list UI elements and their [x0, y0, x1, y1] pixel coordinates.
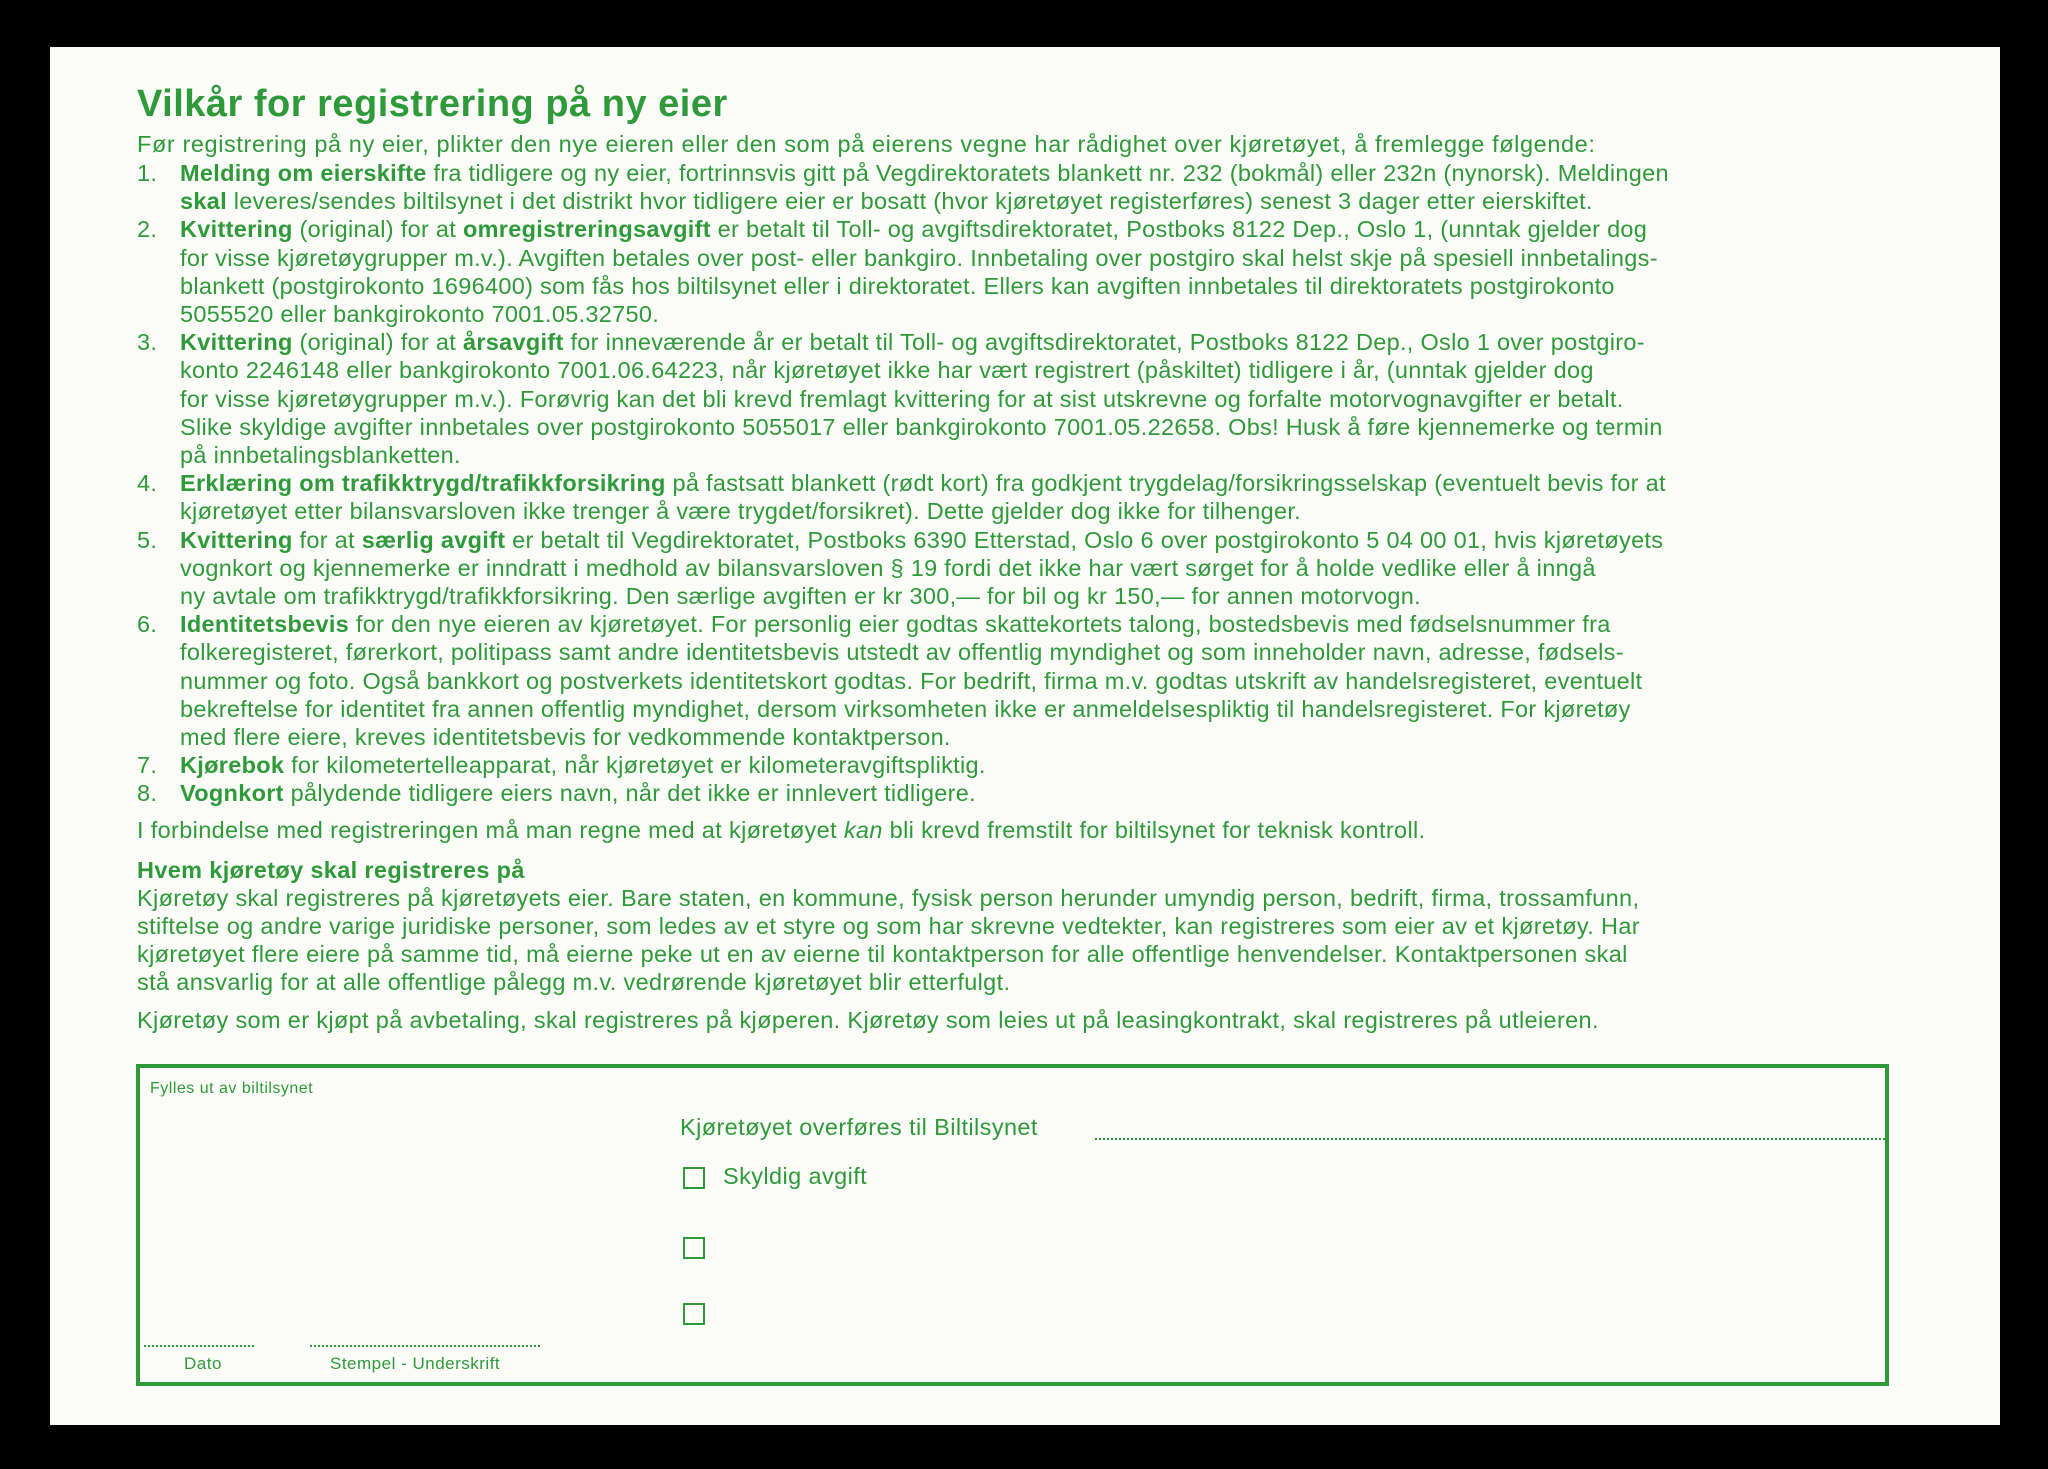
requirement-line: Melding om eierskifte fra tidligere og ny eier, fortrinnsvis gitt på Vegdirektoratets blankett nr. 232 (bokmål) eller 232n (nynorsk). Meldingen	[180, 160, 1669, 186]
form-intro: Før registrering på ny eier, plikter den nye eieren eller den som på eierens vegne har rådighet over kjøretøyet, å fremlegge følgende:	[137, 131, 1596, 157]
who-line: Kjøretøy skal registreres på kjøretøyets eier. Bare staten, en kommune, fysisk person herunder umyndig person, bedrift, firma, trossamfunn,	[137, 884, 1640, 911]
requirement-item	[137, 751, 1894, 779]
requirement-line: bekreftelse for identitet fra annen offentlig myndighet, dersom virksomheten ikke er anmeldelsespliktig til handelsregisteret. For kjøretøy	[180, 695, 1631, 722]
requirement-number: 1.	[137, 160, 158, 186]
requirement-line: Kvittering (original) for at omregistreringsavgift er betalt til Toll- og avgiftsdirektoratet, Postboks 8122 Dep., Oslo 1, (unntak gjelder dog	[180, 216, 1648, 243]
requirement-line: Kvittering for at særlig avgift er betalt til Vegdirektoratet, Postboks 6390 Etterstad, Oslo 6 over postgirokonto 5 04 00 01, hvis kjøretøyets	[180, 526, 1664, 553]
checkbox-blank-2[interactable]	[683, 1303, 705, 1325]
requirement-line: på innbetalingsblanketten.	[180, 442, 461, 469]
requirement-number: 2.	[137, 216, 158, 243]
office-use-title: Fylles ut av biltilsynet	[150, 1080, 314, 1097]
requirement-line: nummer og foto. Også bankkort og postverkets identitetskort godtas. For bedrift, firma m.v. godtas utskrift av handelsregisteret, eventuelt	[180, 667, 1643, 694]
date-label: Dato	[184, 1354, 222, 1373]
requirement-line: ny avtale om trafikktrygd/trafikkforsikring. Den særlige avgiften er kr 300,— for bil og kr 150,— for annen motorvogn.	[180, 583, 1421, 610]
requirement-line: Kvittering (original) for at årsavgift for inneværende år er betalt til Toll- og avgiftsdirektoratet, Postboks 8122 Dep., Oslo 1 over postgiro-	[180, 329, 1645, 356]
requirement-line: blankett (postgirokonto 1696400) som fås hos biltilsynet eller i direktoratet. Ellers kan avgiften innbetales til direktoratets postgirokonto	[180, 272, 1615, 299]
requirement-line: konto 2246148 eller bankgirokonto 7001.06.64223, når kjøretøyet ikke har vært registrert (påskiltet) tidligere i år, (unntak gjelder dog	[180, 357, 1594, 384]
requirement-item	[137, 610, 1894, 751]
requirement-number: 6.	[137, 611, 158, 638]
requirement-item	[137, 215, 1894, 328]
requirement-line: Identitetsbevis for den nye eieren av kjøretøyet. For personlig eier godtas skattekortets talong, bostedsbevis med fødselsnummer fra	[180, 611, 1611, 638]
requirement-line: skal leveres/sendes biltilsynet i det distrikt hvor tidligere eier er bosatt (hvor kjøretøyet registerføres) senest 3 dager etter eierskiftet.	[180, 188, 1593, 215]
requirement-line: Vognkort pålydende tidligere eiers navn, når det ikke er innlevert tidligere.	[180, 780, 976, 807]
requirement-number: 5.	[137, 526, 158, 553]
date-field[interactable]	[144, 1345, 254, 1347]
requirement-line: med flere eiere, kreves identitetsbevis for vedkommende kontaktperson.	[180, 724, 951, 751]
requirement-line: for visse kjøretøygrupper m.v.). Forøvrig kan det bli krevd fremlagt kvittering for at sist utskrevne og forfalte motorvognavgifter er betalt.	[180, 385, 1624, 412]
form-content	[137, 82, 1894, 1034]
requirement-number: 8.	[137, 780, 158, 807]
requirement-number: 4.	[137, 470, 158, 497]
requirement-line: kjøretøyet etter bilansvarsloven ikke trenger å være trygdet/forsikret). Dette gjelder dog ikke for tilhenger.	[180, 498, 1301, 525]
stamp-label: Stempel - Underskrift	[330, 1354, 501, 1373]
requirement-line: 5055520 eller bankgirokonto 7001.05.32750.	[180, 301, 660, 328]
form-title: Vilkår for registrering på ny eier	[137, 83, 728, 125]
requirement-item	[137, 779, 1894, 807]
checkbox-skyldig-avgift[interactable]	[683, 1167, 705, 1189]
requirement-item	[137, 526, 1894, 611]
requirement-item	[137, 159, 1894, 215]
requirement-line: vognkort og kjennemerke er inndratt i medhold av bilansvarsloven § 19 fordi det ikke har vært sørget for å holde vedlike eller å inngå	[180, 554, 1596, 581]
requirement-line: folkeregisteret, førerkort, politipass samt andre identitetsbevis utstedt av offentlig myndighet og som inneholder navn, adresse, fødsels-	[180, 639, 1624, 666]
requirement-line: Slike skyldige avgifter innbetales over postgirokonto 5055017 eller bankgirokonto 7001.05.22658. Obs! Husk å føre kjennemerke og termin	[180, 413, 1663, 440]
requirement-item	[137, 469, 1894, 525]
requirement-line: Erklæring om trafikktrygd/trafikkforsikring på fastsatt blankett (rødt kort) fra godkjent trygdelag/forsikringsselskap (eventuelt bevis for at	[180, 470, 1666, 497]
checkbox-skyldig-avgift-label: Skyldig avgift	[723, 1163, 868, 1189]
requirement-line: for visse kjøretøygrupper m.v.). Avgiften betales over post- eller bankgiro. Innbetaling over postgiro skal helst skje på spesiell innbetalings-	[180, 244, 1658, 271]
form-sheet	[50, 47, 2000, 1425]
installment-note: Kjøretøy som er kjøpt på avbetaling, skal registreres på kjøperen. Kjøretøy som leies ut på leasingkontrakt, skal registreres på utleieren.	[137, 1006, 1599, 1033]
requirement-item	[137, 328, 1894, 469]
who-paragraph	[137, 884, 1894, 996]
requirement-number: 7.	[137, 752, 158, 779]
office-use-box	[136, 1064, 1889, 1386]
transfer-field[interactable]	[1095, 1138, 1885, 1140]
who-line: stiftelse og andre varige juridiske personer, som ledes av et styre og som har skrevne vedtekter, kan registreres som eier av et kjøretøy. Har	[137, 912, 1640, 939]
requirement-number: 3.	[137, 329, 158, 356]
who-line: stå ansvarlig for at alle offentlige pålegg m.v. vedrørende kjøretøyet blir etterfulgt.	[137, 968, 1011, 995]
who-line: kjøretøyet flere eiere på samme tid, må eierne peke ut en av eierne til kontaktperson for alle offentlige henvendelser. Kontaktpersonen skal	[137, 940, 1628, 967]
requirement-line: Kjørebok for kilometertelleapparat, når kjøretøyet er kilometeravgiftspliktig.	[180, 752, 986, 779]
requirements-list	[137, 159, 1894, 808]
stamp-signature-field[interactable]	[310, 1345, 540, 1347]
who-heading: Hvem kjøretøy skal registreres på	[137, 856, 525, 883]
transfer-label: Kjøretøyet overføres til Biltilsynet	[680, 1114, 1038, 1140]
control-note: I forbindelse med registreringen må man regne med at kjøretøyet kan bli krevd fremstilt for biltilsynet for teknisk kontroll.	[137, 816, 1426, 843]
checkbox-blank-1[interactable]	[683, 1237, 705, 1259]
